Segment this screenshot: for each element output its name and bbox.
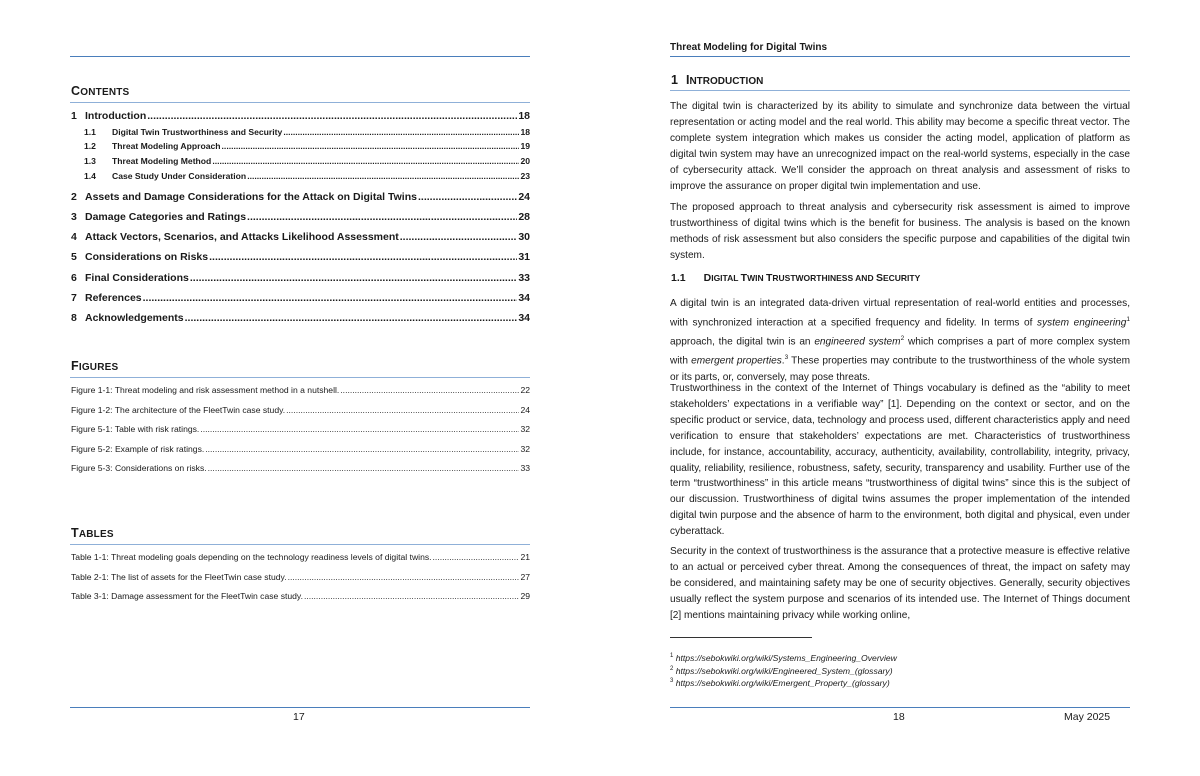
figure-entry[interactable]: [71, 405, 530, 415]
toc-entry[interactable]: [71, 272, 530, 284]
section-number: 1.1: [84, 127, 96, 137]
dot-leader: [143, 292, 518, 304]
section-number: 1.2: [84, 141, 96, 151]
figure-entry-label: [71, 463, 207, 473]
page-ref: 30: [518, 231, 530, 243]
page-ref: 27: [520, 571, 530, 582]
toc-subentry-label: [84, 127, 282, 137]
entry-title: Considerations on Risks: [85, 251, 209, 263]
page-ref: 32: [520, 443, 530, 454]
page-ref: 20: [520, 156, 530, 166]
subsection-heading: 1.1 DIGITAL TWIN TRUSTWORTHINESS AND SECURITY: [671, 272, 921, 284]
page-ref: 34: [518, 312, 530, 324]
page-ref: 33: [518, 272, 530, 284]
tables-rule: [70, 544, 530, 545]
section-number: 4: [71, 231, 77, 243]
entry-title: Table 1-1: Threat modeling goals depending on the technology readiness levels of digital twins.: [71, 552, 432, 562]
page-ref: 23: [520, 171, 530, 181]
toc-entry[interactable]: [71, 211, 530, 223]
toc-subentry[interactable]: [84, 127, 530, 137]
footer-rule: [70, 707, 530, 708]
page-ref: 18: [518, 110, 530, 122]
dot-leader: [433, 552, 520, 562]
toc-entry[interactable]: [71, 231, 530, 243]
paragraph: Trustworthiness in the context of the Internet of Things vocabulary is defined as the “ability to meet stakeholders’ expectations in a verifiable way” [1]. Depending on the context or sector, and on the specific product or service, data, technology and process used, different characteristics apply and need verification to ensure that stakeholders’ expectations are met. Characteristics of trustworthiness include, for instance, accountability, accuracy, authenticity, availability, controllability, integrity, privacy, quality, reliability, resilience, robustness, safety, security, transparency and usability. Further use of the term “trustworthiness” in this article means “trustworthiness of digital twins” since this is the subject of our discussion. Trustworthiness of digital twins assumes the proper implementation of the intended digital twin purpose and the absence of harm to the environment, both digital and physical, even under cyberattack.: [670, 383, 1130, 538]
table-entry[interactable]: [71, 552, 530, 562]
page-number: 18: [893, 711, 905, 723]
table-entry-label: [71, 572, 287, 582]
footnote-number: 2: [670, 665, 674, 672]
toc-entry[interactable]: [71, 312, 530, 324]
entry-title: Figure 5-2: Example of risk ratings.: [71, 443, 205, 454]
entry-title: Threat Modeling Approach: [112, 141, 221, 151]
entry-title: Table 3-1: Damage assessment for the FleetTwin case study.: [71, 591, 303, 601]
table-entry[interactable]: [71, 591, 530, 601]
dot-leader: [147, 110, 517, 122]
dot-leader: [185, 312, 518, 324]
paragraph: Security in the context of trustworthiness is the assurance that a protective measure is effective relative to an actual or perceived cyber threat. Among the consequences of threat, the impact on safety may be considered, and maintaining safety may be one of security objectives. Generally, security objectives usually reflect the system purpose and scenarios of its intended use. The Internet of Things document [2] mentions maintaining privacy while working online,: [670, 546, 1130, 621]
toc-subentry-label: [84, 141, 221, 151]
figure-entry-label: [71, 444, 204, 454]
table-entry-label: [71, 591, 303, 601]
dot-leader: [400, 231, 518, 243]
dot-leader: [288, 572, 520, 582]
footnote-separator: [670, 637, 812, 638]
toc-entry-label: [71, 110, 146, 122]
footnote-link[interactable]: https://sebokwiki.org/wiki/Systems_Engineering_Overview: [675, 653, 897, 663]
section-number: 6: [71, 272, 77, 284]
dot-leader: [247, 171, 519, 181]
section-number: 8: [71, 312, 77, 324]
dot-leader: [222, 141, 520, 151]
toc-entry-label: [71, 251, 208, 263]
footnote-number: 1: [670, 653, 674, 660]
entry-title: Case Study Under Consideration: [112, 171, 247, 181]
table-entry[interactable]: [71, 572, 530, 582]
footer-rule: [670, 707, 1130, 708]
page-ref: 33: [520, 463, 530, 473]
toc-entry-label: [71, 211, 246, 223]
section-number: 3: [71, 211, 77, 223]
page-ref: 31: [518, 251, 530, 263]
running-header: Threat Modeling for Digital Twins: [670, 42, 828, 53]
entry-title: Final Considerations: [85, 272, 189, 284]
toc-subentry[interactable]: [84, 171, 530, 181]
toc-entry[interactable]: [71, 292, 530, 304]
paragraph: The proposed approach to threat analysis and cybersecurity risk assessment is aimed to improve trustworthiness of digital twins which is the benefit for business. The analysis is based on the known methods of risk assessment but also considers the specific purpose and capabilities of the digital twin system.: [670, 202, 1130, 261]
section-number: 1.3: [84, 156, 96, 166]
figure-entry-label: [71, 424, 199, 434]
table-entry-label: [71, 552, 432, 562]
dot-leader: [340, 385, 519, 395]
toc-subentry[interactable]: [84, 141, 530, 151]
h1-rule: [670, 90, 1130, 91]
page-ref: 18: [520, 127, 530, 137]
footnote[interactable]: [670, 678, 890, 688]
dot-leader: [205, 444, 519, 454]
figures-rule: [70, 377, 530, 378]
dot-leader: [418, 191, 517, 203]
toc-entry-label: [71, 312, 184, 324]
entry-title: Figure 5-1: Table with risk ratings.: [71, 424, 200, 434]
section-number: 5: [71, 251, 77, 263]
figure-entry-label: [71, 405, 285, 415]
dot-leader: [209, 251, 517, 263]
page-ref: 22: [520, 385, 530, 395]
dot-leader: [212, 156, 519, 166]
footnote-link[interactable]: https://sebokwiki.org/wiki/Engineered_System_(glossary): [675, 665, 893, 676]
contents-heading: CONTENTS: [71, 84, 130, 98]
section-heading-introduction: 1 INTRODUCTION: [671, 73, 764, 87]
toc-entry[interactable]: [71, 110, 530, 122]
dot-leader: [283, 127, 519, 137]
entry-title: Figure 5-3: Considerations on risks.: [71, 463, 207, 473]
entry-title: Digital Twin Trustworthiness and Security: [112, 127, 283, 137]
footnote[interactable]: [670, 653, 897, 663]
entry-title: Figure 1-2: The architecture of the FleetTwin case study.: [71, 404, 286, 415]
entry-title: Attack Vectors, Scenarios, and Attacks Likelihood Assessment: [85, 231, 399, 243]
footer-date: May 2025: [1064, 711, 1111, 723]
page-number: 17: [293, 711, 305, 723]
entry-title: Threat Modeling Method: [112, 156, 212, 166]
dot-leader: [304, 591, 519, 601]
toc-entry-label: [71, 231, 399, 243]
dot-leader: [208, 463, 520, 473]
entry-title: Introduction: [85, 110, 147, 122]
dot-leader: [190, 272, 517, 284]
entry-title: References: [85, 292, 142, 304]
page-ref: 19: [520, 141, 530, 151]
figure-entry-label: [71, 385, 339, 395]
dot-leader: [200, 424, 519, 434]
top-rule: [70, 56, 530, 57]
figure-entry[interactable]: [71, 424, 530, 434]
page-ref: 21: [520, 552, 530, 562]
section-number: 7: [71, 292, 77, 304]
dot-leader: [286, 405, 519, 415]
entry-title: Figure 1-1: Threat modeling and risk assessment method in a nutshell.: [71, 385, 340, 395]
toc-entry[interactable]: [71, 251, 530, 263]
figure-entry[interactable]: [71, 444, 530, 454]
toc-entry-label: [71, 191, 417, 203]
figure-entry[interactable]: [71, 463, 530, 473]
toc-entry-label: [71, 272, 189, 284]
section-number: 2: [71, 191, 77, 203]
page-ref: 34: [518, 292, 530, 304]
footnote-number: 3: [670, 678, 674, 685]
figures-heading: FIGURES: [71, 359, 119, 373]
toc-entry-label: [71, 292, 142, 304]
header-rule: [670, 56, 1130, 57]
section-number: 1.4: [84, 171, 96, 181]
footnote-link[interactable]: https://sebokwiki.org/wiki/Emergent_Property_(glossary): [675, 678, 890, 688]
page-ref: 28: [518, 211, 530, 223]
page-ref: 24: [520, 404, 530, 415]
entry-title: Damage Categories and Ratings: [85, 211, 247, 223]
tables-heading: TABLES: [71, 526, 114, 540]
page-ref: 29: [520, 591, 530, 601]
entry-title: Table 2-1: The list of assets for the FleetTwin case study.: [71, 571, 287, 582]
toc-subentry-label: [84, 171, 246, 181]
page-ref: 24: [518, 191, 530, 203]
toc-subentry[interactable]: [84, 156, 530, 166]
entry-title: Acknowledgements: [85, 312, 184, 324]
figure-entry[interactable]: [71, 385, 530, 395]
paragraph: A digital twin is an integrated data-driven virtual representation of real-world entities and processes, with synchronized interaction at a specified frequency and fidelity. In terms of system engineering$^1$ approach, the digital twin is an engineered system$^2$ which comprises a part of more complex system with emergent properties.$^3$ These properties may contribute to the trustworthiness of the whole system or its parts, or, conversely, may pose threats.: [670, 298, 1131, 383]
page-ref: 32: [520, 424, 530, 434]
footnote[interactable]: [670, 666, 893, 676]
paragraph: The digital twin is characterized by its ability to simulate and synchronize data between the virtual representation or acting model and the real world. This ability may become a specific threat vector. The complete system integration which makes us consider the acting model, application of platform as digital twin system may have an unrecognized impact on the real-world systems, especially in the case of cybersecurity attack. We’ll consider the approach on threat analysis and assessment of risks to improve the assurance on proper digital twin implementation and use.: [670, 101, 1130, 192]
right-page: [600, 0, 1200, 776]
contents-rule: [70, 102, 530, 103]
toc-subentry-label: [84, 156, 211, 166]
dot-leader: [247, 211, 517, 223]
toc-entry[interactable]: [71, 191, 530, 203]
entry-title: Assets and Damage Considerations for the Attack on Digital Twins: [85, 191, 417, 203]
section-number: 1: [71, 110, 77, 122]
